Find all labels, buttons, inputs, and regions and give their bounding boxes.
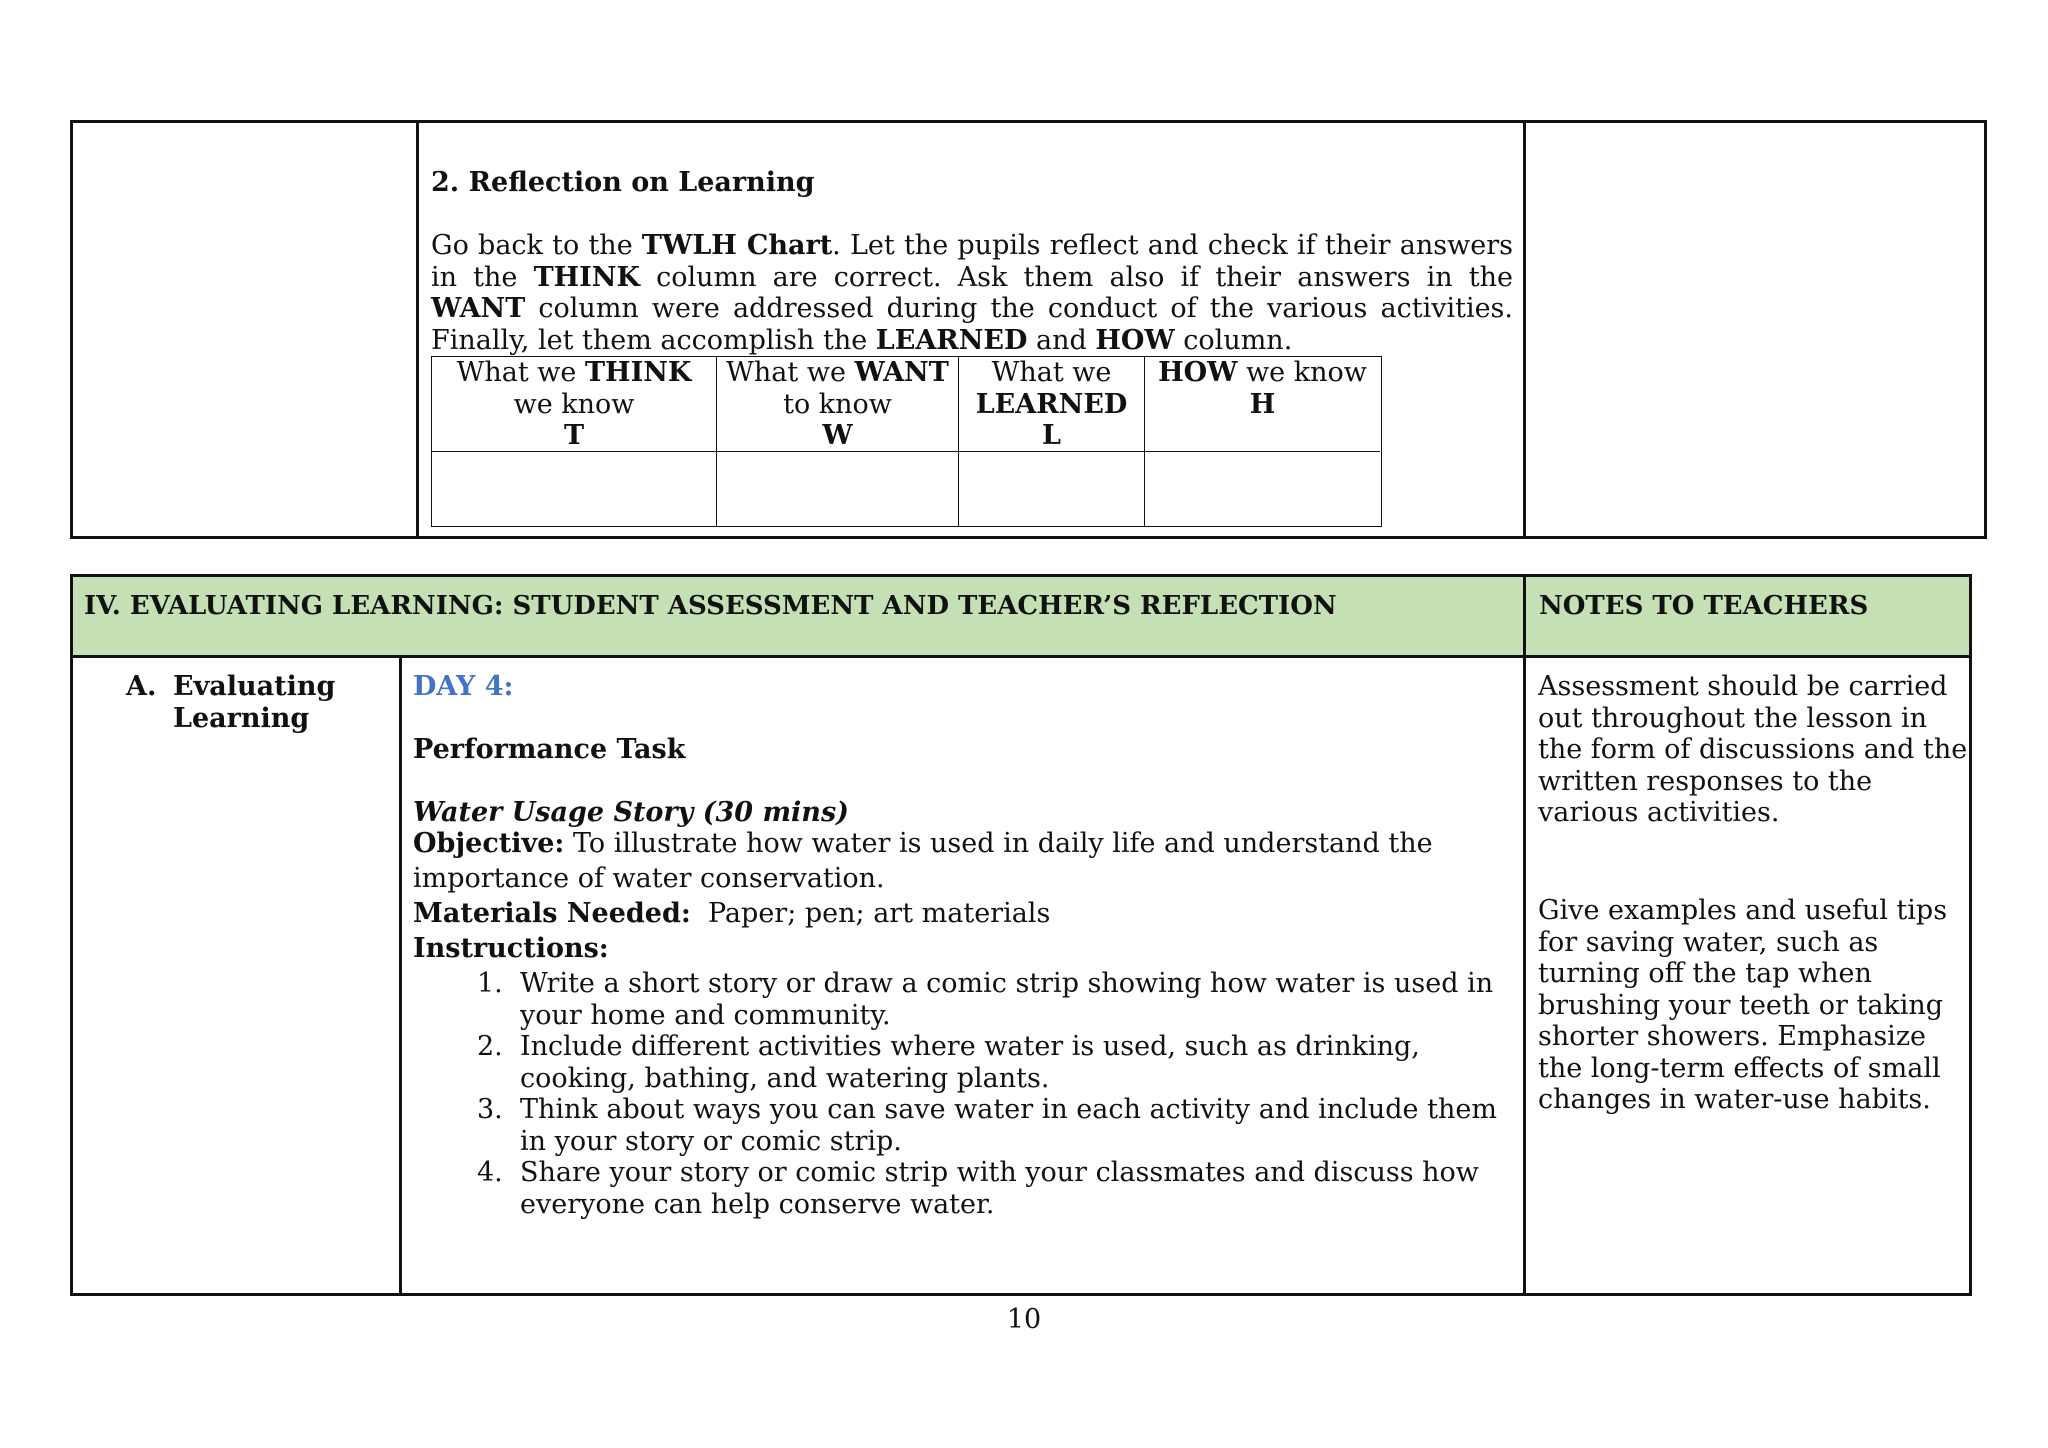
para-bold: HOW: [1095, 324, 1175, 356]
step-number: 3.: [477, 1094, 503, 1125]
reflection-paragraph: [431, 230, 1513, 356]
twlh-header-learned: [959, 357, 1145, 452]
para-bold: TWLH Chart: [641, 230, 833, 261]
step-text: Think about ways you can save water in each activity and include them in your story or comic strip.: [520, 1094, 1497, 1157]
twlh-header-bold: THINK: [584, 357, 692, 388]
twlh-header-think: [432, 357, 717, 452]
section-letter: A.: [126, 671, 157, 702]
evaluation-header: IV. EVALUATING LEARNING: STUDENT ASSESSMENT AND TEACHER’S REFLECTION: [84, 591, 1337, 621]
list-item: [477, 968, 1517, 1031]
section-label: Evaluating Learning: [173, 671, 336, 734]
evaluation-table: [70, 574, 1972, 1296]
materials-label: Materials Needed:: [413, 898, 691, 929]
reflection-notes-cell: [1526, 123, 1984, 536]
step-number: 4.: [477, 1157, 503, 1188]
para-bold: LEARNED: [875, 324, 1028, 356]
objective-line: [413, 828, 1433, 860]
twlh-header-text: What we: [991, 357, 1112, 388]
twlh-cell-think: [432, 452, 717, 526]
para-text: . Let the pupils reflect and check if their answers in the: [431, 230, 1513, 293]
twlh-letter: T: [563, 420, 585, 451]
notes-cell: [1526, 658, 1969, 1296]
twlh-header-bold: HOW: [1158, 357, 1238, 388]
instructions-label: Instructions:: [413, 933, 609, 964]
twlh-header-bold: WANT: [854, 357, 949, 388]
twlh-header-line2: we know: [513, 388, 635, 420]
twlh-header-text: What we: [456, 357, 585, 388]
list-item: [477, 1031, 1517, 1094]
twlh-header-text: we know: [1237, 357, 1367, 388]
materials-line: [413, 898, 1050, 930]
twlh-header-want: [717, 357, 959, 452]
twlh-letter: L: [1042, 420, 1061, 451]
objective-text: To illustrate how water is used in daily life and understand the: [564, 828, 1433, 859]
activity-title: Water Usage Story (30 mins): [413, 797, 849, 828]
instructions-list: [477, 968, 1517, 1220]
list-item: [477, 1094, 1517, 1157]
reflection-left-cell: [73, 123, 419, 536]
objective-line-2: importance of water conservation.: [413, 863, 885, 894]
evaluation-header-row: [73, 577, 1969, 658]
para-bold: THINK: [533, 261, 640, 293]
twlh-cell-learned: [959, 452, 1145, 526]
para-text: Go back to the: [431, 230, 642, 261]
twlh-cell-want: [717, 452, 959, 526]
task-title: Performance Task: [413, 734, 686, 765]
day-label: DAY 4:: [413, 671, 514, 702]
step-text: Share your story or comic strip with your classmates and discuss how everyone can help conserve water.: [520, 1157, 1479, 1220]
twlh-header-line2: to know: [783, 388, 892, 420]
evaluation-header-cell: [73, 577, 1526, 655]
step-text: Include different activities where water is used, such as drinking, cooking, bathing, and watering plants.: [520, 1031, 1420, 1094]
twlh-cell-how: [1145, 452, 1380, 526]
teacher-note-tips: Give examples and useful tips for saving water, such as turning off the tap when brushing your teeth or taking shorter showers. Emphasize the long-term effects of small changes in water-use habits.: [1538, 895, 1948, 1115]
para-text: column were addressed during the conduct of the various activities. Finally, let them accomplish the: [431, 293, 1513, 356]
list-item: [477, 1157, 1517, 1220]
step-number: 2.: [477, 1031, 503, 1062]
twlh-header-how: [1145, 357, 1380, 452]
para-bold: WANT: [431, 293, 526, 324]
section-label-cell: [73, 658, 402, 1296]
reflection-heading: 2. Reflection on Learning: [431, 167, 815, 198]
page-number: 10: [1006, 1304, 1042, 1335]
reflection-content-cell: [419, 123, 1526, 536]
objective-label: Objective:: [413, 828, 565, 859]
twlh-header-text: What we: [726, 357, 855, 388]
notes-header: NOTES TO TEACHERS: [1539, 591, 1869, 621]
para-text: column.: [1174, 324, 1293, 356]
para-text: and: [1027, 324, 1096, 356]
twlh-header-line2: LEARNED: [975, 388, 1128, 420]
para-text: column are correct. Ask them also if their answers in the: [639, 261, 1513, 293]
step-text: Write a short story or draw a comic strip showing how water is used in your home and community.: [520, 968, 1494, 1031]
twlh-letter: H: [1249, 388, 1276, 420]
reflection-table: [70, 120, 1987, 539]
twlh-letter: W: [822, 420, 853, 451]
twlh-chart: [431, 356, 1382, 527]
step-number: 1.: [477, 968, 503, 999]
evaluation-content-cell: [402, 658, 1526, 1296]
teacher-note-assessment: Assessment should be carried out throughout the lesson in the form of discussions and the written responses to the various activities.: [1538, 671, 1968, 828]
materials-text: Paper; pen; art materials: [690, 898, 1051, 929]
